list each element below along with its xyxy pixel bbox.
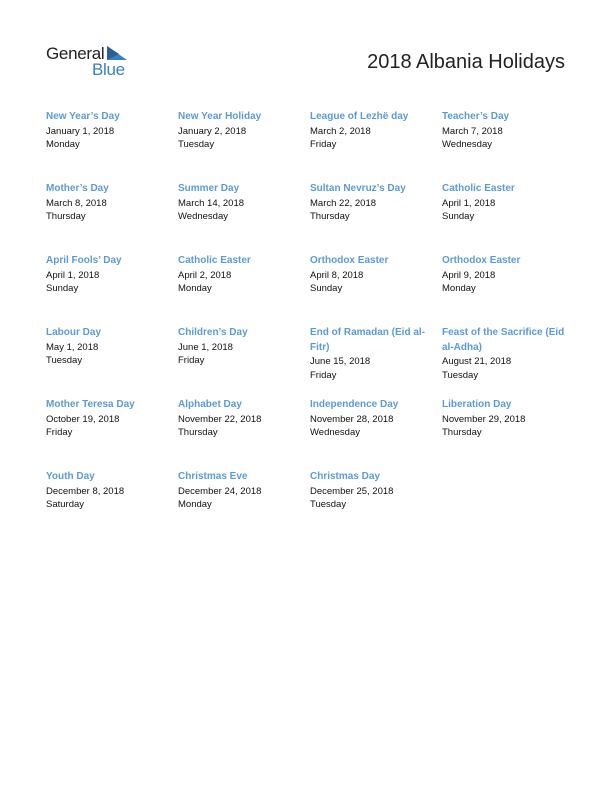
holiday-date: June 15, 2018 bbox=[310, 356, 371, 367]
holiday-weekday: Tuesday bbox=[46, 355, 83, 366]
holiday-weekday: Wednesday bbox=[442, 139, 492, 150]
holiday-entry bbox=[442, 254, 566, 326]
holiday-entry bbox=[310, 254, 434, 326]
holiday-weekday: Tuesday bbox=[442, 369, 479, 381]
holiday-date: March 14, 2018 bbox=[178, 197, 245, 209]
holiday-name: Christmas Day bbox=[310, 471, 381, 482]
holiday-entry bbox=[310, 182, 434, 254]
holiday-weekday: Monday bbox=[178, 499, 212, 510]
holiday-name: Children’s Day bbox=[178, 327, 248, 338]
holiday-weekday: Friday bbox=[310, 369, 337, 381]
holiday-weekday: Friday bbox=[178, 355, 205, 366]
holiday-name: Liberation Day bbox=[442, 399, 512, 410]
holiday-name: End of Ramadan (Eid al-Fitr) bbox=[310, 327, 426, 353]
holiday-entry bbox=[178, 470, 302, 542]
holiday-name: New Year Holiday bbox=[178, 111, 262, 122]
holiday-weekday: Thursday bbox=[310, 211, 350, 222]
holiday-weekday: Sunday bbox=[46, 283, 79, 294]
holiday-name: Orthodox Easter bbox=[442, 255, 521, 266]
holiday-name: Summer Day bbox=[178, 183, 240, 194]
holiday-weekday: Thursday bbox=[46, 211, 86, 222]
generalblue-logo bbox=[46, 44, 136, 80]
holiday-entry bbox=[442, 398, 566, 470]
holiday-weekday: Saturday bbox=[46, 499, 85, 510]
holiday-weekday: Monday bbox=[442, 283, 476, 294]
holiday-date: April 1, 2018 bbox=[442, 197, 496, 209]
holiday-entry bbox=[46, 110, 170, 182]
holiday-name: League of Lezhë day bbox=[310, 111, 409, 122]
holiday-entry bbox=[178, 398, 302, 470]
holiday-weekday: Wednesday bbox=[310, 427, 360, 438]
holiday-name: Labour Day bbox=[46, 327, 102, 338]
holiday-entry bbox=[310, 470, 434, 542]
holiday-weekday: Wednesday bbox=[178, 211, 228, 222]
holiday-date: November 22, 2018 bbox=[178, 413, 262, 425]
holiday-weekday: Sunday bbox=[442, 211, 475, 222]
holiday-entry bbox=[442, 326, 566, 398]
holiday-date: March 2, 2018 bbox=[310, 125, 371, 137]
holiday-date: March 7, 2018 bbox=[442, 125, 503, 137]
holiday-weekday: Thursday bbox=[178, 427, 218, 438]
holiday-date: November 29, 2018 bbox=[442, 413, 526, 425]
holiday-date: October 19, 2018 bbox=[46, 413, 120, 425]
holiday-date: December 25, 2018 bbox=[310, 485, 394, 497]
holiday-entry bbox=[46, 470, 170, 542]
holiday-date: June 1, 2018 bbox=[178, 341, 233, 353]
holiday-name: New Year’s Day bbox=[46, 111, 120, 122]
holiday-name: Sultan Nevruz’s Day bbox=[310, 183, 406, 194]
logo-word-blue: Blue bbox=[92, 60, 125, 79]
holiday-name: Mother Teresa Day bbox=[46, 399, 135, 410]
holiday-entry bbox=[178, 254, 302, 326]
holiday-date: December 8, 2018 bbox=[46, 485, 125, 497]
holiday-entry bbox=[442, 110, 566, 182]
holiday-entry bbox=[310, 110, 434, 182]
holiday-name: Feast of the Sacrifice (Eid al-Adha) bbox=[442, 327, 565, 353]
holiday-weekday: Tuesday bbox=[310, 499, 347, 510]
holiday-name: Teacher’s Day bbox=[442, 111, 510, 122]
holiday-name: Alphabet Day bbox=[178, 399, 242, 410]
logo-word-general: General bbox=[46, 44, 105, 63]
holiday-date: November 28, 2018 bbox=[310, 413, 394, 425]
holiday-date: December 24, 2018 bbox=[178, 485, 262, 497]
holiday-date: March 8, 2018 bbox=[46, 197, 107, 209]
holiday-date: January 2, 2018 bbox=[178, 125, 247, 137]
holiday-entry bbox=[178, 110, 302, 182]
holiday-name: Catholic Easter bbox=[178, 255, 251, 266]
holiday-date: April 2, 2018 bbox=[178, 269, 232, 281]
holiday-weekday: Friday bbox=[310, 139, 337, 150]
holiday-entry bbox=[46, 326, 170, 398]
holiday-date: April 8, 2018 bbox=[310, 269, 364, 281]
holiday-date: May 1, 2018 bbox=[46, 341, 99, 353]
holiday-entry bbox=[46, 398, 170, 470]
holiday-entry bbox=[178, 182, 302, 254]
holiday-entry bbox=[46, 182, 170, 254]
holiday-date: April 1, 2018 bbox=[46, 269, 100, 281]
holiday-date: August 21, 2018 bbox=[442, 356, 512, 367]
holiday-weekday: Thursday bbox=[442, 427, 482, 438]
holiday-entry bbox=[442, 182, 566, 254]
holiday-date: April 9, 2018 bbox=[442, 269, 496, 281]
holiday-name: Christmas Eve bbox=[178, 471, 248, 482]
holiday-entry bbox=[310, 326, 434, 398]
holiday-weekday: Sunday bbox=[310, 283, 343, 294]
holiday-weekday: Monday bbox=[178, 283, 212, 294]
holiday-name: Youth Day bbox=[46, 471, 95, 482]
holiday-weekday: Tuesday bbox=[178, 139, 215, 150]
page-title: 2018 Albania Holidays bbox=[367, 51, 565, 73]
holiday-entry bbox=[310, 398, 434, 470]
holiday-date: January 1, 2018 bbox=[46, 125, 115, 137]
holiday-name: Orthodox Easter bbox=[310, 255, 389, 266]
holiday-weekday: Friday bbox=[46, 427, 73, 438]
holiday-date: March 22, 2018 bbox=[310, 197, 377, 209]
holiday-entry bbox=[46, 254, 170, 326]
holiday-name: Catholic Easter bbox=[442, 183, 515, 194]
holiday-grid bbox=[46, 110, 576, 542]
holiday-name: Independence Day bbox=[310, 399, 399, 410]
holiday-name: April Fools’ Day bbox=[46, 255, 122, 266]
holiday-entry bbox=[178, 326, 302, 398]
holiday-name: Mother’s Day bbox=[46, 183, 109, 194]
holiday-weekday: Monday bbox=[46, 139, 80, 150]
